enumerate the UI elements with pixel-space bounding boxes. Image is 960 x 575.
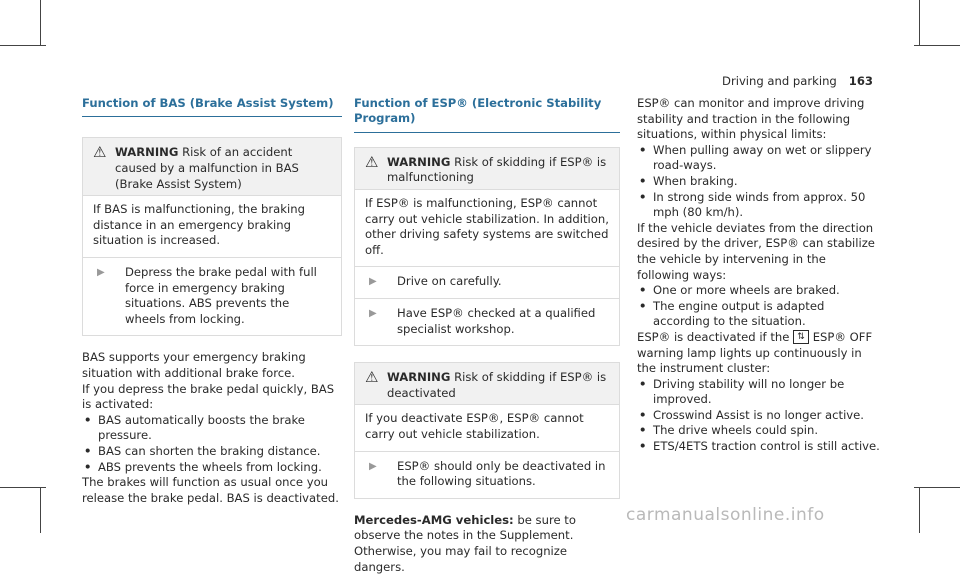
warning-instruction <box>355 452 619 498</box>
warning-triangle-icon: ⚠ <box>365 152 379 171</box>
list-item: • Crosswind Assist is no longer active. <box>637 408 881 424</box>
warning-label: WARNING <box>387 154 451 169</box>
title-rule <box>354 132 620 133</box>
bas-section-title: Function of BAS (Brake Assist System) <box>82 96 334 110</box>
column-esp <box>354 96 620 575</box>
para-text: ESP® is deactivated if the <box>637 329 790 344</box>
esp-para-deactivated <box>637 330 881 377</box>
bas-bullet-list <box>82 413 342 475</box>
bas-para-support: BAS supports your emergency braking situation with additional brake force. <box>82 350 306 380</box>
list-item: • The drive wheels could spin. <box>637 423 881 439</box>
warning-label: WARNING <box>387 370 451 385</box>
esp-warning-box-deactivated <box>354 362 620 499</box>
instruction-text: Depress the brake pedal with full force in emergency braking situations. ABS prevents the wheels from locking. <box>125 264 317 326</box>
column-bas <box>82 96 342 506</box>
list-item: • In strong side winds from approx. 50 mph (80 km/h). <box>637 190 881 221</box>
arrow-right-icon: ▶ <box>369 276 377 288</box>
amg-text: be sure to observe the notes in the Supplement. Otherwise, you may fail to recognize dangers. <box>354 512 576 574</box>
esp-para-monitor: ESP® can monitor and improve driving stability and traction in the following situations, within physical limits: <box>637 96 865 142</box>
esp-intervention-list <box>637 283 881 330</box>
bas-para-release: The brakes will function as usual once you release the brake pedal. BAS is deactivated. <box>82 475 339 505</box>
list-item: • BAS can shorten the braking distance. <box>82 444 342 460</box>
warning-head-text <box>115 145 333 192</box>
warning-instruction <box>355 299 619 345</box>
list-item: • The engine output is adapted according to the situation. <box>637 299 881 330</box>
crop-mark <box>40 0 41 46</box>
crop-mark <box>919 0 920 46</box>
list-item: • ETS/4ETS traction control is still active. <box>637 439 881 455</box>
arrow-right-icon: ▶ <box>369 460 377 472</box>
esp-warning-box-malfunction <box>354 147 620 346</box>
esp-off-warning-lamp-icon: ⇅ <box>793 330 809 344</box>
amg-note <box>354 513 620 575</box>
warning-body: If BAS is malfunctioning, the braking distance in an emergency braking situation is increased. <box>83 196 341 257</box>
page-number: 163 <box>848 74 873 88</box>
title-rule <box>82 116 342 117</box>
arrow-right-icon: ▶ <box>369 307 377 319</box>
arrow-right-icon: ▶ <box>97 266 105 278</box>
esp-situations-list <box>637 143 881 221</box>
warning-header <box>83 138 341 195</box>
list-item: • When pulling away on wet or slippery road-ways. <box>637 143 881 174</box>
crop-mark <box>914 487 960 488</box>
column-esp-continued <box>637 96 881 455</box>
warning-triangle-icon: ⚠ <box>365 368 379 387</box>
instruction-text: ESP® should only be deactivated in the following situations. <box>397 458 606 489</box>
list-item: • ABS prevents the wheels from locking. <box>82 460 342 476</box>
crop-mark <box>40 488 41 533</box>
crop-mark <box>0 45 46 46</box>
warning-instruction <box>83 258 341 335</box>
warning-body: If you deactivate ESP®, ESP® cannot carry out vehicle stabilization. <box>355 405 619 450</box>
warning-label: WARNING <box>115 145 179 160</box>
esp-section-title: Function of ESP® (Electronic Stability Program) <box>354 96 602 126</box>
warning-risk-text: Risk of an accident caused by a malfunction in BAS (Brake Assist System) <box>115 145 299 191</box>
warning-header <box>355 363 619 404</box>
warning-triangle-icon: ⚠ <box>93 143 107 162</box>
amg-label: Mercedes-AMG vehicles: <box>354 512 514 527</box>
warning-body: If ESP® is malfunctioning, ESP® cannot carry out vehicle stabilization. In addition, other driving safety systems are switched off. <box>355 190 619 266</box>
instruction-text: Have ESP® checked at a qualified specialist workshop. <box>397 305 596 336</box>
instruction-text: Drive on carefully. <box>397 274 502 289</box>
warning-head-text <box>387 155 611 186</box>
warning-header <box>355 148 619 189</box>
para-text: ESP® OFF warning lamp lights up continuously in the instrument cluster: <box>637 329 873 376</box>
crop-mark <box>914 45 960 46</box>
section-title: Driving and parking <box>722 74 837 88</box>
list-item: • Driving stability will no longer be improved. <box>637 377 881 408</box>
bas-warning-box <box>82 137 342 336</box>
running-header <box>722 74 873 90</box>
bas-para-activate: If you depress the brake pedal quickly, BAS is activated: <box>82 381 335 412</box>
esp-off-consequences-list <box>637 377 881 455</box>
warning-risk-text: Risk of skidding if ESP® is deactivated <box>387 370 607 400</box>
list-item: • One or more wheels are braked. <box>637 283 881 299</box>
crop-mark <box>0 487 46 488</box>
esp-para-deviation: If the vehicle deviates from the direction desired by the driver, ESP® can stabilize the vehicle by intervening in the following ways: <box>637 220 875 282</box>
crop-mark <box>919 488 920 533</box>
warning-risk-text: Risk of skidding if ESP® is malfunctioning <box>387 154 607 185</box>
watermark: carmanualsonline.info <box>626 505 825 525</box>
warning-instruction <box>355 267 619 298</box>
warning-head-text <box>387 370 611 401</box>
list-item: • BAS automatically boosts the brake pressure. <box>82 413 342 444</box>
list-item: • When braking. <box>637 174 881 190</box>
